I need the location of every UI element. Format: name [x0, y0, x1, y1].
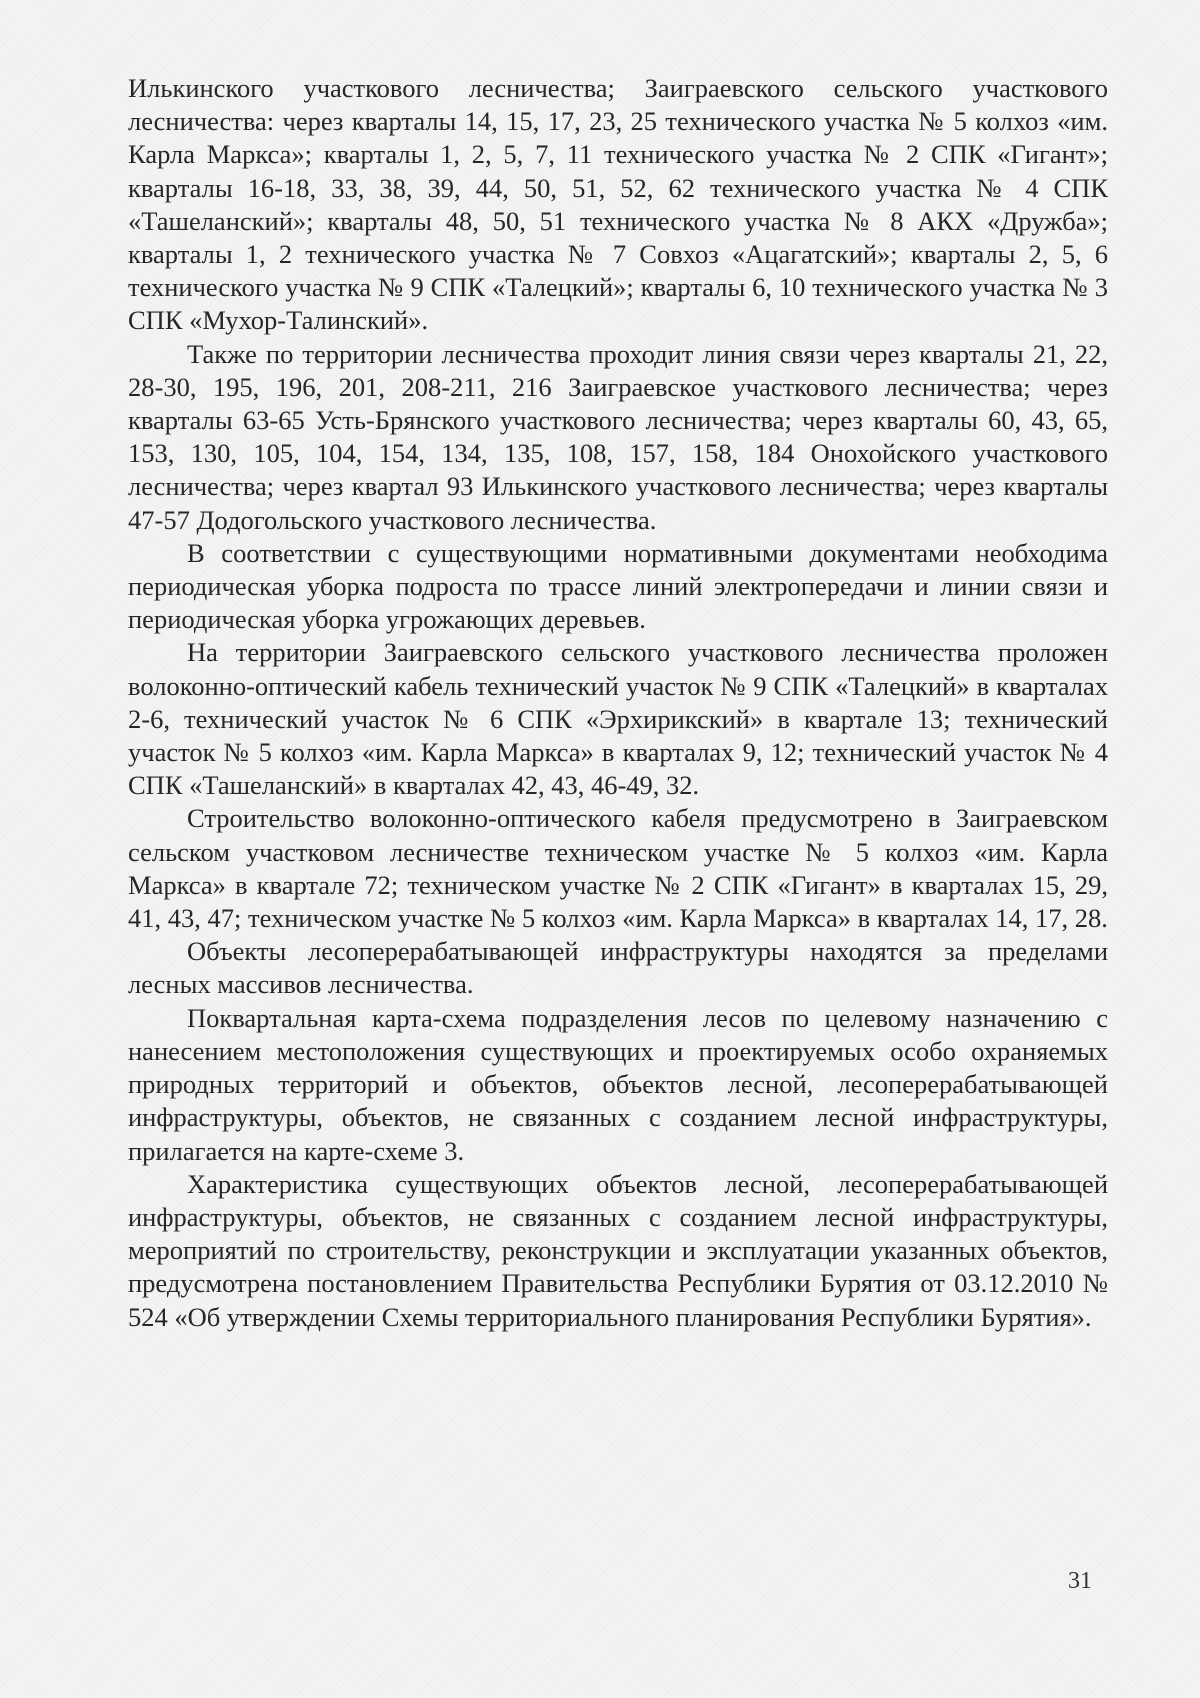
paragraph-characteristics: Характеристика существующих объектов лесной, лесоперерабатывающей инфраструктуры, объектов, не связанных с созданием лесной инфраструктуры, мероприятий по строительству, реконструкции и эксплуатации указанных объектов, предусмотрена постановлением Правительства Республики Бурятия от 03.12.2010 № 524 «Об утверждении Схемы территориального планирования Республики Бурятия». [128, 1168, 1108, 1332]
paragraph-processing-infrastructure: Объекты лесоперерабатывающей инфраструктуры находятся за пределами лесных массивов лесничества. [128, 936, 1108, 1000]
page-number: 31 [1068, 1568, 1092, 1594]
paragraph-fiber-construction: Строительство волоконно-оптического кабеля предусмотрено в Заиграевском сельском участковом лесничестве техническом участке № 5 колхоз «им. Карла Маркса» в квартале 72; техническом участке № 2 СПК «Гигант» в кварталах 15, 29, 41, 43, 47; техническом участке № 5 колхоз «им. Карла Маркса» в кварталах 14, 17, 28. [128, 803, 1108, 934]
document-body [128, 72, 1108, 1334]
paragraph-maintenance: В соответствии с существующими нормативными документами необходима периодическая уборка подроста по трассе линий электропередачи и линии связи и периодическая уборка угрожающих деревьев. [128, 537, 1108, 635]
paragraph-map-scheme: Поквартальная карта-схема подразделения лесов по целевому назначению с нанесением местоположения существующих и проектируемых особо охраняемых природных территорий и объектов, объектов лесной, лесоперерабатывающей инфраструктуры, объектов, не связанных с созданием лесной инфраструктуры, прилагается на карте-схеме 3. [128, 1002, 1108, 1166]
paragraph-continuation: Илькинского участкового лесничества; Заиграевского сельского участкового лесничества: через кварталы 14, 15, 17, 23, 25 технического участка № 5 колхоз «им. Карла Маркса»; кварталы 1, 2, 5, 7, 11 технического участка № 2 СПК «Гигант»; кварталы 16-18, 33, 38, 39, 44, 50, 51, 52, 62 технического участка № 4 СПК «Ташеланский»; кварталы 48, 50, 51 технического участка № 8 АКХ «Дружба»; кварталы 1, 2 технического участка № 7 Совхоз «Ацагатский»; кварталы 2, 5, 6 технического участка № 9 СПК «Талецкий»; кварталы 6, 10 технического участка № 3 СПК «Мухор-Талинский». [128, 73, 1108, 336]
paragraph-fiber-cable: На территории Заиграевского сельского участкового лесничества проложен волоконно-оптический кабель технический участок № 9 СПК «Талецкий» в кварталах 2-6, технический участок № 6 СПК «Эрхирикский» в квартале 13; технический участок № 5 колхоз «им. Карла Маркса» в кварталах 9, 12; технический участок № 4 СПК «Ташеланский» в кварталах 42, 43, 46-49, 32. [128, 637, 1108, 801]
paragraph-communication-line: Также по территории лесничества проходит линия связи через кварталы 21, 22, 28-30, 195, 196, 201, 208-211, 216 Заиграевское участкового лесничества; через кварталы 63-65 Усть-Брянского участкового лесничества; через кварталы 60, 43, 65, 153, 130, 105, 104, 154, 134, 135, 108, 157, 158, 184 Онохойского участкового лесничества; через квартал 93 Илькинского участкового лесничества; через кварталы 47-57 Додогольского участкового лесничества. [128, 338, 1108, 535]
